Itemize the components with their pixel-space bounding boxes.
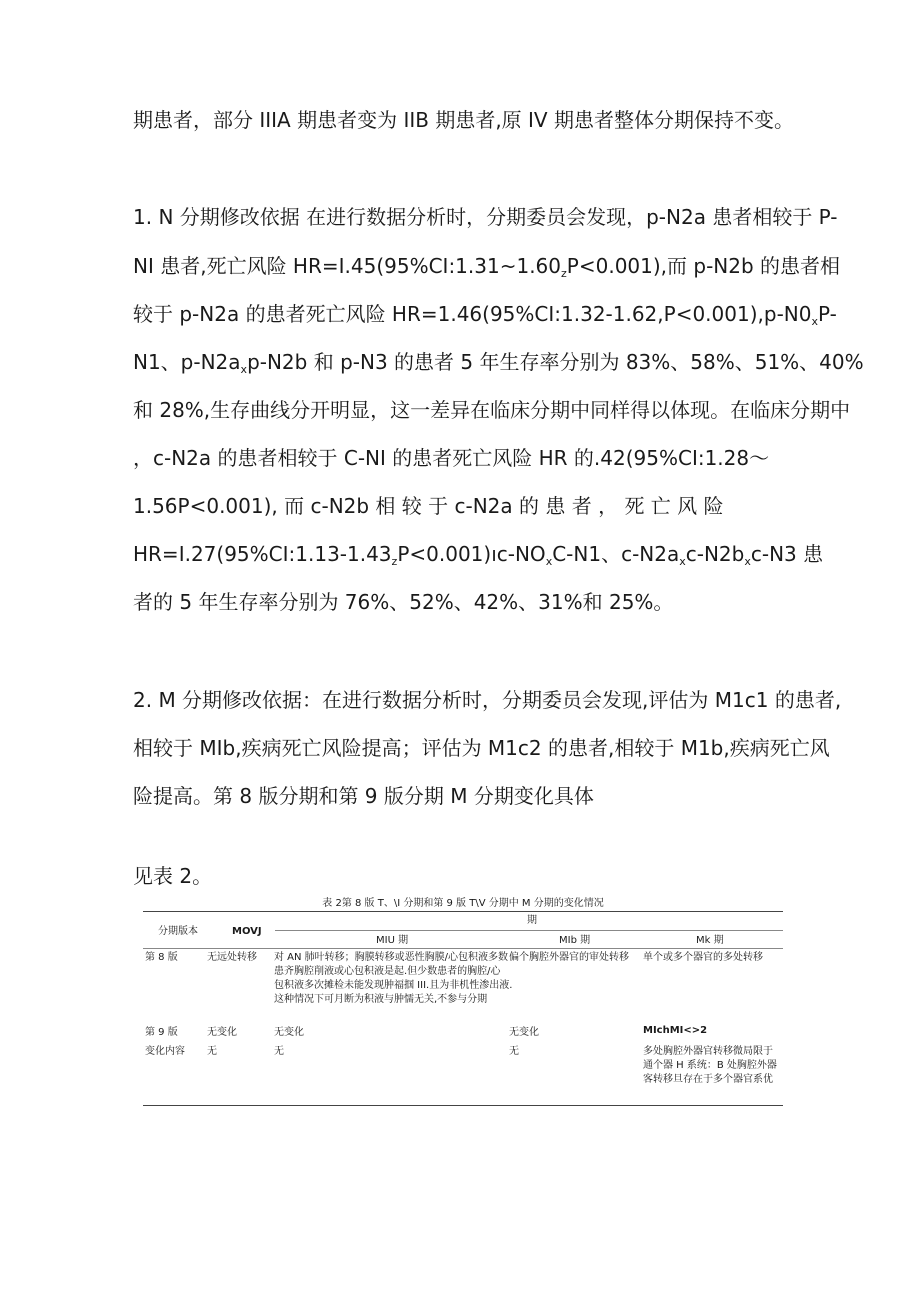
n-staging-line-3: 较于 p-N2a 的患者死亡风险 $HR=1.46(95\%CI:1.32-1.62,P<0.001),p-N0_xP-$ — [133, 302, 837, 328]
header-group: 期 — [527, 915, 537, 926]
m-staging-line-3: 险提高。第 8 版分期和第 9 版分期 M 分期变化具体 — [133, 784, 594, 808]
row1-miu-line1: 对 AN 肺叶转移；胸膜转移或恶性胸膜/心包积液多数 — [274, 952, 509, 963]
row2-mk: MIchMI<>2 — [643, 1025, 708, 1036]
header-version: 分期版本 — [158, 926, 198, 937]
n-staging-line-5: 和 28%,生存曲线分开明显，这一差异在临床分期中同样得以体现。在临床分期中 — [133, 398, 851, 422]
n-staging-line-9: 者的 5 年生存率分别为 76%、52%、42%、31%和 25%。 — [133, 590, 674, 614]
row3-miu: 无 — [274, 1046, 284, 1057]
table-reference: 见表 2。 — [133, 864, 213, 888]
n-staging-line-2: NI 患者,死亡风险 $HR=I.45(95\%CI:1.31\sim 1.60_zP<0.001)$,而 p-N2b 的患者相 — [133, 254, 841, 280]
m-staging-line-2: 相较于 MIb,疾病死亡风险提高；评估为 M1c2 的患者,相较于 M1b,疾病死亡风 — [133, 736, 830, 760]
row3-mk-line1: 多处胸腔外器官转移微局限于 — [643, 1046, 773, 1057]
row2-miu: 无变化 — [274, 1027, 304, 1038]
row2-version: 第 9 版 — [145, 1027, 178, 1038]
n-staging-line-1: 1. N 分期修改依据 在进行数据分析时，分期委员会发现，p-N2a 患者相较于 P- — [133, 205, 838, 229]
row2-mib: 无变化 — [509, 1027, 539, 1038]
header-miu: MIU 期 — [376, 935, 409, 946]
header-group-rule — [275, 930, 783, 931]
n-staging-line-6: ，c-N2a 的患者相较于 C-NI 的患者死亡风险 HR 的.42(95%CI:1.28～ — [133, 446, 770, 470]
row3-movj: 无 — [207, 1046, 217, 1057]
paragraph-intro: 期患者，部分 IIIA 期患者变为 IIB 期患者,原 IV 期患者整体分期保持不变。 — [133, 108, 794, 132]
row1-miu-line3: 包积液多次摊检未能发现肿福掴 III.且为非机性渗出液. — [274, 980, 513, 991]
row3-mk-line3: 客转移旦存在于多个器官系优 — [643, 1074, 773, 1085]
table-top-rule — [143, 911, 783, 912]
row1-movj: 无远处转移 — [207, 952, 257, 963]
m-staging-line-1: 2. M 分期修改依据：在进行数据分析时，分期委员会发现,评估为 M1c1 的患者, — [133, 688, 842, 712]
row3-version: 变化内容 — [145, 1046, 185, 1057]
row1-miu-line2: 患齐胸腔削液或心包积液是起.但少数患者的胸腔/心 — [274, 966, 501, 977]
n-staging-line-8: $HR=I.27(95\%CI:1.13-1.43_zP<0.001)ıc-NO_xC-N1$、$c-N2a_xc-N2b_xc-N3$ 患 — [133, 542, 824, 568]
header-movj: MOVJ — [232, 926, 262, 937]
row1-version: 第 8 版 — [145, 952, 178, 963]
table-caption: 表 2第 8 版 T、\I 分期和第 9 版 T\V 分期中 M 分期的变化情况 — [322, 898, 604, 909]
table-bottom-rule — [143, 1105, 783, 1106]
n-staging-line-4: N1、$p-N2a_xp-N2b$ 和 p-N3 的患者 5 年生存率分别为 83%、58%、51%、40% — [133, 350, 864, 376]
header-mk: Mk 期 — [696, 935, 724, 946]
row1-mib: 偏个胸腔外器官的审处转移 — [509, 952, 629, 963]
n-staging-line-7: 1.56P<0.001), 而 c-N2b 相 较 于 c-N2a 的 患 者 ， 死 亡 风 险 — [133, 494, 724, 518]
row2-movj: 无变化 — [207, 1027, 237, 1038]
row1-mk: 单个或多个器官的多处转移 — [643, 952, 763, 963]
header-bottom-rule — [143, 948, 783, 949]
row3-mk-line2: 通个器 H 系统：B 处胸腔外器 — [643, 1060, 777, 1071]
header-mib: MIb 期 — [559, 935, 591, 946]
row3-mib: 无 — [509, 1046, 519, 1057]
row1-miu-line4: 这种情况下可月断为积液与肿懦无关,不参与分期 — [274, 994, 488, 1005]
